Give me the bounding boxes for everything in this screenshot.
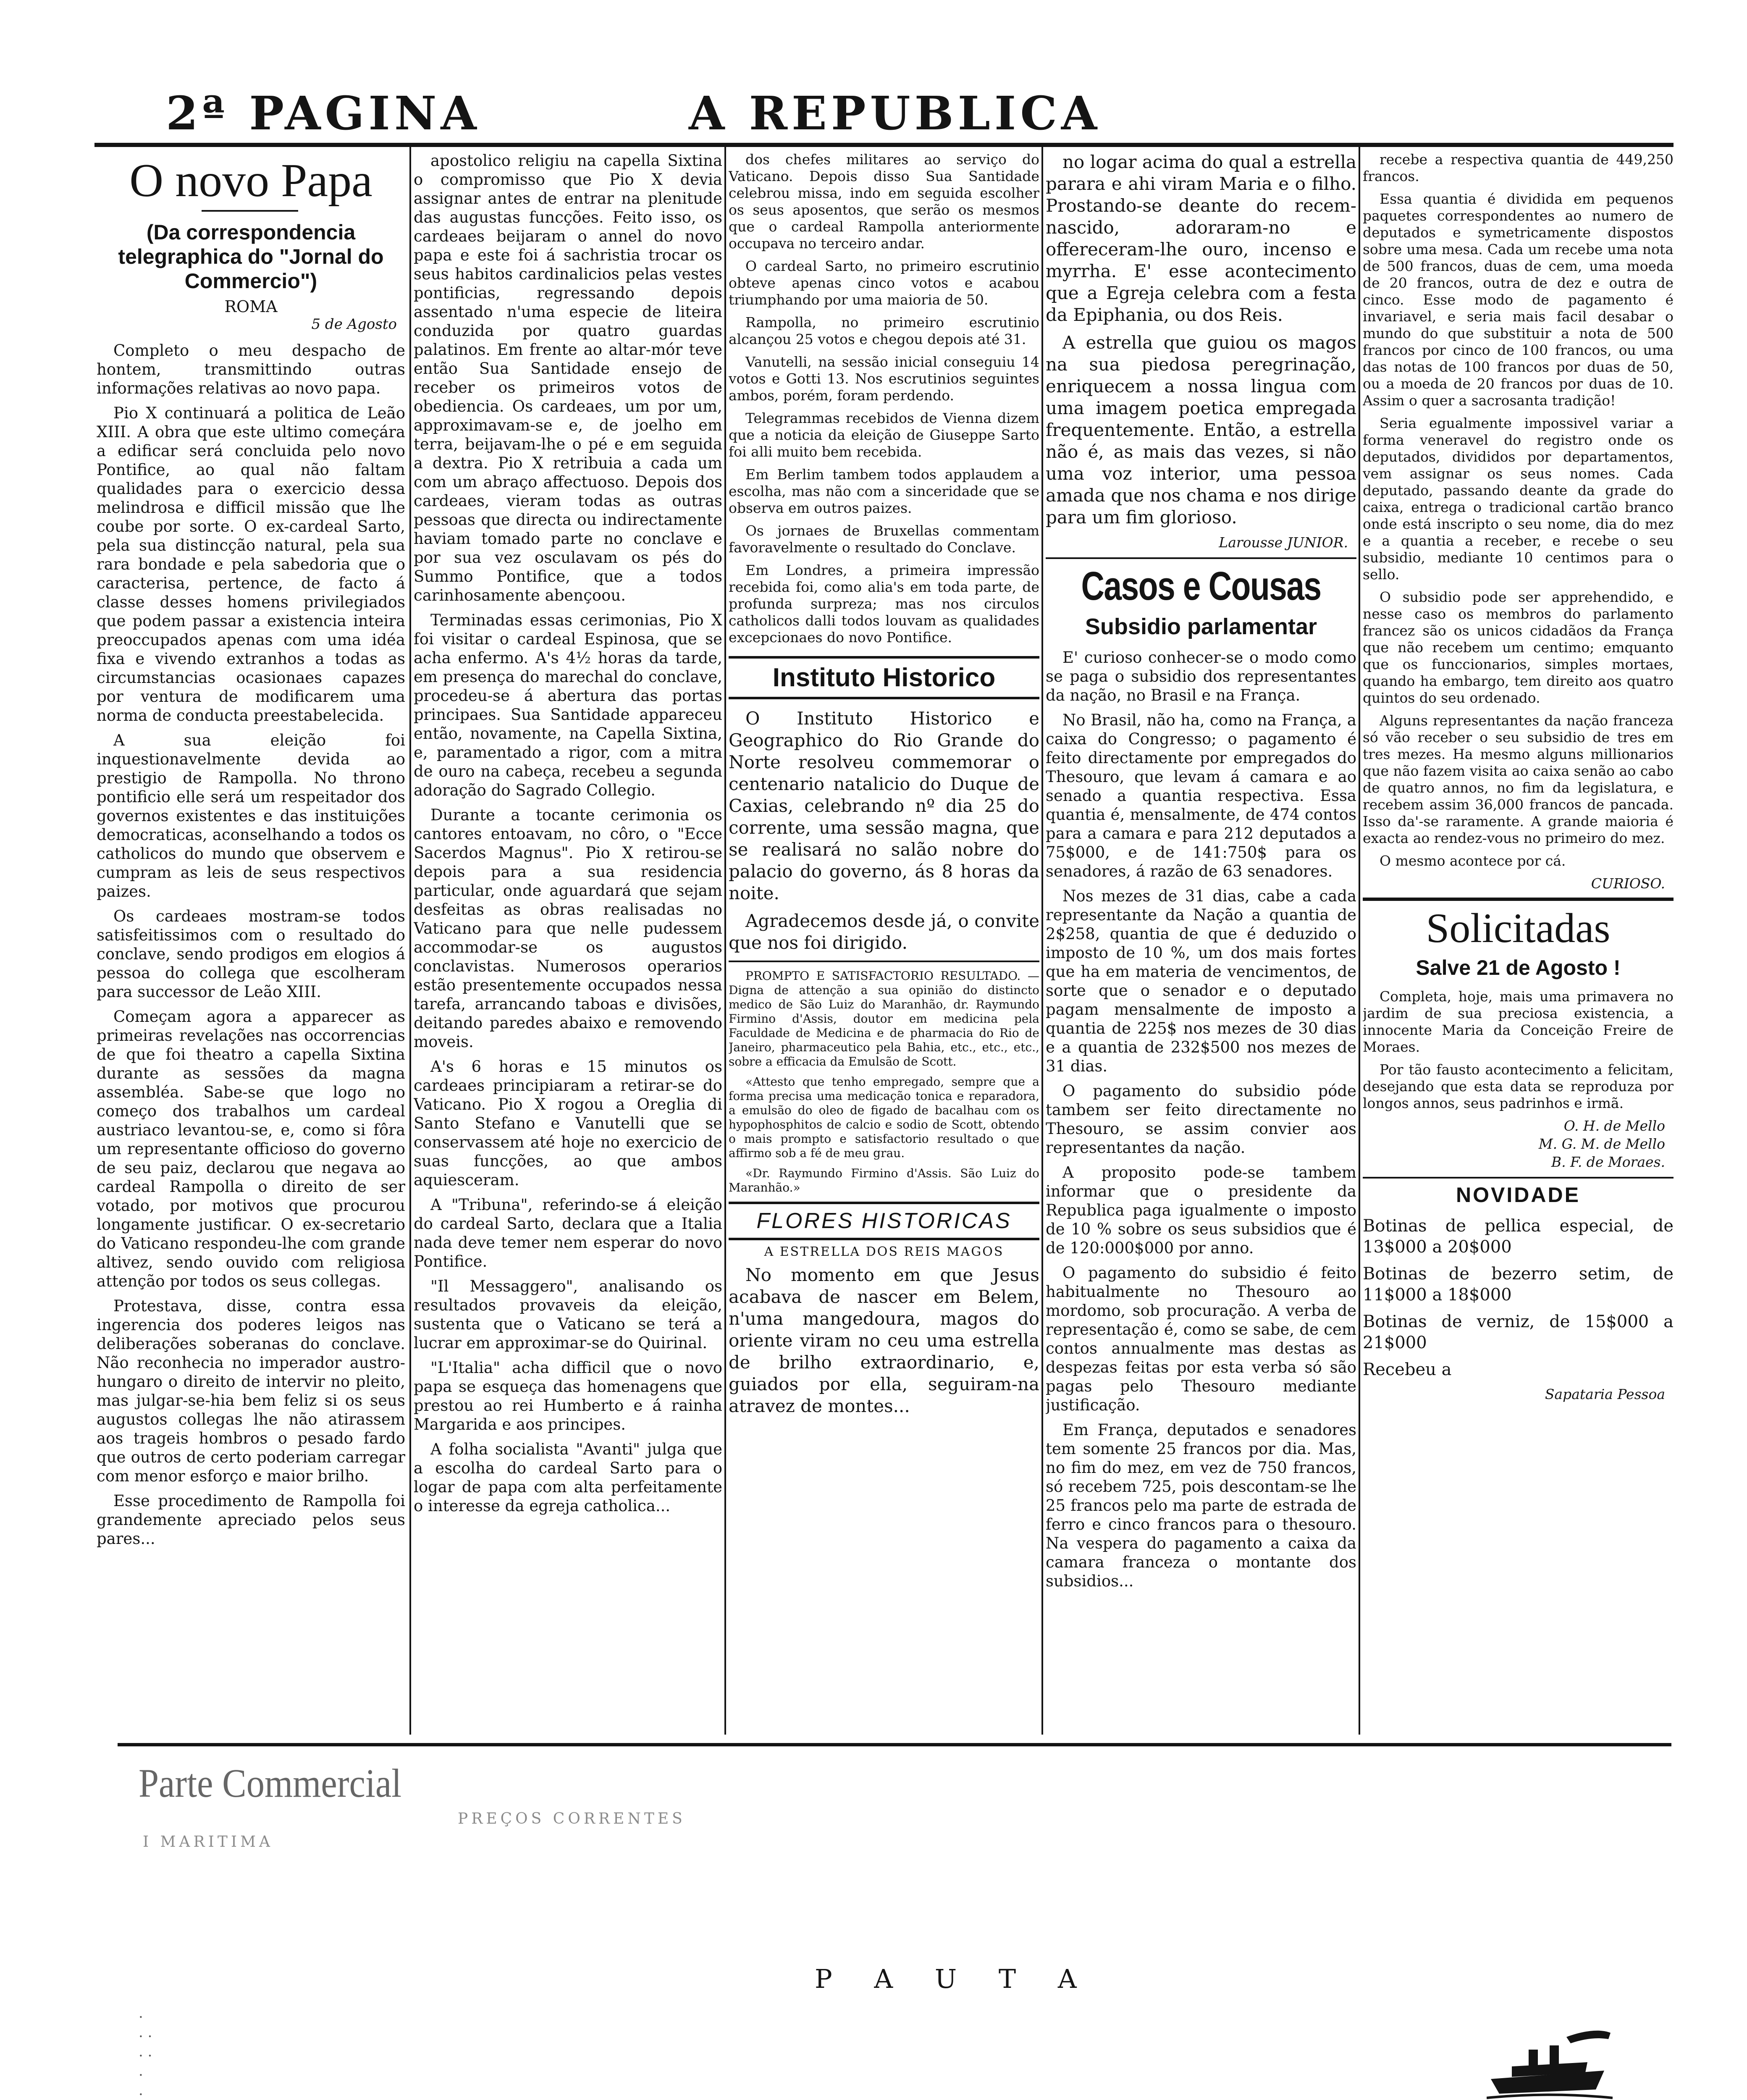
article-paragraph: O mesmo acontece por cá.	[1380, 853, 1566, 869]
novidade-line: Botinas de bezerro setim, de 11$000 a 18$000	[1363, 1264, 1674, 1305]
article-paragraph: A proposito pode-se tambem informar que o presidente da Republica paga igualmente o imposto de 10 % sobre os seus subsidios que é de 120:000$000 por anno.	[1046, 1163, 1356, 1257]
paper-name: A REPUBLICA	[689, 86, 1102, 140]
commercial-rule	[118, 1743, 1671, 1746]
flores-header-box	[729, 1202, 1039, 1240]
article-paragraph: dos chefes militares ao serviço do Vaticano. Depois disso Sua Santidade celebrou missa, indo em seguida escolher os seus aposentos, que serão os mesmos que o cardeal Rampolla anteriormente occupava no terceiro andar.	[729, 151, 1039, 252]
article-paragraph: Em Berlim tambem todos applaudem a escolha, mas não com a sinceridade que se observa em outros paizes.	[729, 466, 1039, 516]
column-5	[1363, 151, 1674, 1730]
flores-subtitle: A ESTRELLA DOS REIS MAGOS	[764, 1244, 1004, 1259]
article-paragraph: A's 6 horas e 15 minutos os cardeaes principiaram a retirar-se do Vaticano. Pio X rogou a Oreglia di Santo Stefano e Vanutelli que se conservassem até hoje no exercicio de suas funcções, ao que ambos aquiesceram.	[414, 1058, 722, 1189]
pauta-title: P A U T A	[815, 1964, 1094, 1994]
article-paragraph: Completo o meu despacho de hontem, transmittindo outras informações relativas ao novo papa.	[97, 341, 405, 397]
article-paragraph: A folha socialista "Avanti" julga que a escolha do cardeal Sarto para o logar de papa com alta perfeitamente o interesse da egreja catholica...	[414, 1440, 722, 1515]
signature: M. G. M. de Mello	[1538, 1136, 1665, 1152]
article-paragraph: A estrella que guiou os magos na sua piedosa peregrinação, enriquecem a nossa lingua com uma imagem poetica empregada frequentemente. Então, a estrella não é, as mais das vezes, si não uma voz interior, uma pessoa amada que nos chama e nos dirige para um fim glorioso.	[1046, 332, 1356, 528]
novidade-line: Botinas de pellica especial, de 13$000 a 20$000	[1363, 1216, 1674, 1257]
casos-signature: CURIOSO.	[1591, 875, 1665, 892]
section-divider	[729, 961, 1039, 962]
article-paragraph: Em França, deputados e senadores tem somente 25 francos por dia. Mas, no fim do mez, em vez de 750 francos, só recebem 725, pois descontam-se lhe 25 francos pelo ma parte de estrada de ferro e cinco francos para o thesouro. Na vespera do pagamento a caixa da camara franceza o montante dos subsidios...	[1046, 1421, 1356, 1590]
article-paragraph: apostolico religiu na capella Sixtina o compromisso que Pio X devia assignar antes de entrar na plenitude das augustas funcções. Feito isso, os cardeaes beijaram o annel do novo papa e este foi á sachristia trocar os seus habitos cardinalicios pelas vestes pontificias, regressando depois assentado n'uma especie de liteira conduzida por quatro guardas palatinos. Em frente ao altar-mór teve então Sua Santidade ensejo de receber os primeiros votos de obediencia. Os cardeaes, um por um, approximavam-se e, de joelho em terra, beijavam-lhe o pé e em seguida a dextra. Pio X retribuia a cada um com um abraço affectuoso. Depois dos cardeaes, vieram todas as outras pessoas que directa ou indirectamente haviam tomado parte no conclave e por sua vez osculavam os pés do Summo Pontifice, que a todos carinhosamente abençoou.	[414, 152, 722, 604]
novidade-title: NOVIDADE	[1456, 1183, 1580, 1207]
article-paragraph: No Brasil, não ha, como na França, a caixa do Congresso; o pagamento é feito directamente por empregados do Thesouro, que levam á camara e ao senado a quantia respectiva. Essa quantia é, mensalmente, de 474 contos para a camara e para 212 deputados a 75$000, e de 141:750$ para os senadores, á razão de 63 senadores.	[1046, 711, 1356, 880]
ad-paragraph: PROMPTO E SATISFACTORIO RESULTADO. — Digna de attenção a sua opinião do distincto medico de São Luiz do Maranhão, dr. Raymundo Firmino d'Assis, doutor em medicina pela Faculdade de Medicina e de pharmacia do Rio de Janeiro, pharmaceutico pela Bahia, etc., etc., etc., sobre a efficacia da Emulsão de Scott.	[729, 969, 1039, 1068]
article-paragraph: O cardeal Sarto, no primeiro escrutinio obteve apenas cinco votos e acabou triumphando por uma maioria de 50.	[729, 258, 1039, 308]
page-label: 2ª PAGINA	[166, 86, 481, 140]
steamship-icon	[1487, 2020, 1613, 2100]
article-paragraph: Por tão fausto acontecimento a felicitam, desejando que esta data se reproduza por longos annos, seus padrinhos e irmã.	[1363, 1061, 1674, 1111]
signature: O. H. de Mello	[1563, 1118, 1665, 1134]
article-paragraph: O pagamento do subsidio é feito habitualmente no Thesouro ao mordomo, sob procuração. A verba de representação é, como se sabe, de cem contos annualmente mas destas as despezas feitas por esta verba só são pagas pelo Thesouro mediante justificação.	[1046, 1264, 1356, 1414]
column-rule	[409, 147, 411, 1735]
masthead-rule	[94, 143, 1674, 147]
novidade-line: Recebeu a	[1363, 1360, 1452, 1379]
commercial-center-label: PREÇOS CORRENTES	[458, 1810, 686, 1827]
article-paragraph: Durante a tocante cerimonia os cantores entoavam, no côro, o "Ecce Sacerdos Magnus". Pio X retirou-se depois para a sua residencia particular, onde aguardará que sejam desfeitas as obras realisadas no Vaticano para que nelle pudessem accommodar-se os augustos conclavistas. Numerosos operarios estão presentemente occupados nessa tarefa, arrancando taboas e divisões, deitando paredes abaixo e removendo moveis.	[414, 806, 722, 1051]
article-paragraph: "L'Italia" acha difficil que o novo papa se esqueça das homenagens que prestou ao rei Humberto e á rainha Margarida e aos principes.	[414, 1359, 722, 1433]
column-4	[1046, 151, 1356, 1730]
section-divider	[1363, 898, 1674, 901]
article-paragraph: Rampolla, no primeiro escrutinio alcançou 25 votos e chegou depois até 31.	[729, 314, 1039, 347]
novidade-line: Botinas de verniz, de 15$000 a 21$000	[1363, 1312, 1674, 1352]
ad-paragraph: «Attesto que tenho empregado, sempre que a forma precisa uma medicação tonica e reparadora, a emulsão do oleo de figado de bacalhau com os hypophosphitos de calcio e sodio de Scott, obtendo o mais prompto e satisfactorio resultado o que affirmo sob a fé de meu grau.	[729, 1075, 1039, 1160]
article-paragraph: Completa, hoje, mais uma primavera no jardim de sua preciosa existencia, a innocente Maria da Conceição Freire de Moraes.	[1363, 988, 1674, 1055]
article-paragraph: E' curioso conhecer-se o modo como se paga o subsidio dos representantes da nação, no Brasil e na França.	[1046, 648, 1356, 704]
column-rule	[1359, 147, 1360, 1735]
article-paragraph: Essa quantia é dividida em pequenos paquetes correspondentes ao numero de deputados e symetricamente dispostos sobre uma mesa. Cada um recebe uma nota de 500 francos, duas de cem, uma moeda de 20 francos, outra de dez e outra de cinco. Esse modo de pagamento é invariavel, e seria mais facil desabar o mundo do que substituir a nota de 500 francos por cinco de 100 francos, ou uma das notas de 100 francos por duas de 50, ou a moeda de 20 francos por duas de 10. Assim o quer a sacrosanta tradição!	[1363, 191, 1674, 409]
article-paragraph: no logar acima do qual a estrella parara e ahi viram Maria e o filho. Prostando-se deante do recem-nascido, adoraram-no e offereceram-lhe ouro, incenso e myrrha. E' esse acontecimento que a Egreja celebra com a festa da Epiphania, ou dos Reis.	[1046, 152, 1356, 325]
article-paragraph: Agradecemos desde já, o convite que nos foi dirigido.	[729, 911, 1039, 953]
solicitadas-subtitle: Salve 21 de Agosto !	[1416, 956, 1621, 979]
faded-margin-marks: · · · · · · ·	[139, 2009, 152, 2100]
article-paragraph: Pio X continuará a politica de Leão XIII. A obra que este ultimo começára a edificar será concluida pelo novo Pontifice, ao qual não faltam qualidades para o exercicio dessa melindrosa e difficil missão que lhe coube por sorte. O ex-cardeal Sarto, pela sua distincção natural, pela sua rara bondade e pela sabedoria que o caracterisa, pertence, de facto á classe desses homens privilegiados que podem passar a existencia inteira preoccupados apenas com uma idéa fixa e vivendo extranhos a todas as circumstancias ocasionaes capazes por ventura de modificarem uma norma de conducta preestabelecida.	[97, 404, 405, 724]
instituto-title: Instituto Historico	[772, 663, 996, 692]
headline-subtitle: (Da correspondencia telegraphica do "Jornal do Commercio")	[118, 220, 384, 293]
article-paragraph: recebe a respectiva quantia de 449,250 francos.	[1363, 151, 1674, 184]
article-paragraph: Alguns representantes da nação franceza só vão receber o seu subsidio de tres em tres mezes. Ha mesmo alguns millionarios que não fazem visita ao caixa senão ao cabo de quatro annos, no fim da legislatura, e recebem assim 36,000 francos de pancada. Isso da'-se raramente. A grande maioria é exacta ao rendez-vous no primeiro do mez.	[1363, 712, 1674, 846]
column-1	[97, 151, 405, 1730]
flores-signature: Larousse JUNIOR.	[1219, 534, 1348, 551]
column-2	[414, 151, 722, 1730]
dateline-city: ROMA	[224, 297, 278, 316]
article-paragraph: Os jornaes de Bruxellas commentam favoravelmente o resultado do Conclave.	[729, 522, 1039, 556]
article-paragraph: Telegrammas recebidos de Vienna dizem que a noticia da eleição de Giuseppe Sarto foi alli muito bem recebida.	[729, 410, 1039, 460]
column-rule	[724, 147, 726, 1735]
flores-title: FLORES HISTORICAS	[756, 1209, 1012, 1233]
article-paragraph: Vanutelli, na sessão inicial conseguiu 14 votos e Gotti 13. Nos escrutinios seguintes ambos, porém, foram perdendo.	[729, 354, 1039, 404]
article-paragraph: A sua eleição foi inquestionavelmente devida ao prestigio de Rampolla. No throno pontificio elle será um respeitador dos governos existentes e das instituições democraticas, aconselhando a todos os catholicos do mundo que observem e cumpram as leis de seus respectivos paizes.	[97, 731, 405, 900]
commercial-left-label: I MARITIMA	[143, 1833, 273, 1851]
article-paragraph: O pagamento do subsidio póde tambem ser feito directamente no Thesouro, se assim convier aos representantes da nação.	[1046, 1082, 1356, 1157]
article-paragraph: O Instituto Historico e Geographico do Rio Grande do Norte resolveu commemorar o centenario natalicio do Duque de Caxias, celebrando nº dia 25 do corrente, uma sessão magna, que se realisará no salão nobre do palacio do governo, ás 8 horas da noite.	[729, 708, 1039, 903]
section-divider	[1046, 557, 1356, 559]
column-rule	[1041, 147, 1043, 1735]
article-paragraph: Protestava, disse, contra essa ingerencia dos poderes leigos nas deliberações soberanas do conclave. Não reconhecia no imperador austro-hungaro o direito de intervir no pleito, mas julgar-se-hia bem feliz si os seus augustos collegas lhe não atirassem aos trageis hombros o pesado fardo que outros de certo poderiam carregar com menor esforço e maior brilho.	[97, 1297, 405, 1485]
solicitadas-title: Solicitadas	[1426, 905, 1611, 951]
article-paragraph: Esse procedimento de Rampolla foi grandemente apreciado pelos seus pares...	[97, 1492, 405, 1548]
commercial-title: Parte Commercial	[139, 1761, 402, 1806]
signature: B. F. de Moraes.	[1551, 1154, 1665, 1170]
article-paragraph: Terminadas essas cerimonias, Pio X foi visitar o cardeal Espinosa, que se acha enfermo. A's 4½ horas da tarde, em presença do marechal do conclave, procedeu-se á abertura das portas principaes. Sua Santidade appareceu então, novamente, na Capella Sixtina, e, paramentado a rigor, com a mitra de ouro na cabeça, recebeu a segunda adoração do Sagrado Collegio.	[414, 611, 722, 799]
casos-subtitle: Subsidio parlamentar	[1085, 614, 1317, 639]
ad-paragraph: «Dr. Raymundo Firmino d'Assis. São Luiz do Maranhão.»	[729, 1166, 1039, 1194]
column-3	[729, 151, 1039, 1730]
article-paragraph: Em Londres, a primeira impressão recebida foi, como alia's em toda parte, de profunda surpreza; mas nos circulos catholicos dalli todos louvam as qualidades excepcionaes do novo Pontifice.	[729, 562, 1039, 646]
article-paragraph: Os cardeaes mostram-se todos satisfeitissimos com o resultado do conclave, sendo prodigos em elogios á pessoa do collega que escolheram para successor de Leão XIII.	[97, 907, 405, 1001]
headline-novo-papa: O novo Papa	[129, 155, 372, 207]
casos-title: Casos e Cousas	[1081, 564, 1321, 609]
headline-divider	[202, 210, 298, 212]
dateline-date: 5 de Agosto	[311, 316, 397, 333]
article-paragraph: "Il Messaggero", analisando os resultados provaveis da eleição, sustenta que o Vaticano se terá a lucrar em approximar-se do Quirinal.	[414, 1277, 722, 1352]
article-paragraph: Seria egualmente impossivel variar a forma veneravel do registro onde os deputados, divididos por departamentos, vem assignar os seus nomes. Cada deputado, passando deante da grade do caixa, entrega o tradicional cartão branco onde está inscripto o seu nome, dia do mez e a quantia a receber, e recebe o seu subsidio, mediante 10 centimos para o sello.	[1363, 415, 1674, 583]
novidade-signature: Sapataria Pessoa	[1545, 1386, 1665, 1402]
article-paragraph: O subsidio pode ser apprehendido, e nesse caso os membros do parlamento francez são os unicos cidadãos da França que não recebem um centimo; emquanto que os funccionarios, simples mortaes, quando ha embargo, tem direito aos quatro quintos do seu ordenado.	[1363, 589, 1674, 706]
article-paragraph: Começam agora a apparecer as primeiras revelações nas occorrencias de que foi theatro a capella Sixtina durante as sessões da magna assembléa. Sabe-se que logo no começo dos trabalhos um cardeal austriaco levantou-se, e, como si fôra um representante officioso do governo de seu paiz, declarou que negava ao cardeal Rampolla o direito de ser votado, por motivos que procurou longamente justificar. O ex-secretario do Vaticano respondeu-lhe com grande altivez, sendo ouvido com religiosa attenção por todos os seus collegas.	[97, 1008, 405, 1290]
article-paragraph: No momento em que Jesus acabava de nascer em Belem, n'uma mangedoura, magos do oriente viram no ceu uma estrella de brilho extraordinario, e, guiados por ella, seguiram-na atravez de montes...	[729, 1265, 1039, 1416]
instituto-header-box	[729, 656, 1039, 699]
article-paragraph: A "Tribuna", referindo-se á eleição do cardeal Sarto, declara que a Italia nada deve temer nem esperar do novo Pontifice.	[414, 1196, 722, 1270]
section-divider	[1363, 1177, 1674, 1179]
article-paragraph: Nos mezes de 31 dias, cabe a cada representante da Nação a quantia de 2$258, quantia de que é deduzido o imposto de 10 %, um dos mais fortes que ha em materia de vencimentos, de sorte que o senador e o deputado pagam mensalmente de imposto a quantia de 225$ nos mezes de 30 dias e a quantia de 232$500 nos mezes de 31 dias.	[1046, 887, 1356, 1075]
